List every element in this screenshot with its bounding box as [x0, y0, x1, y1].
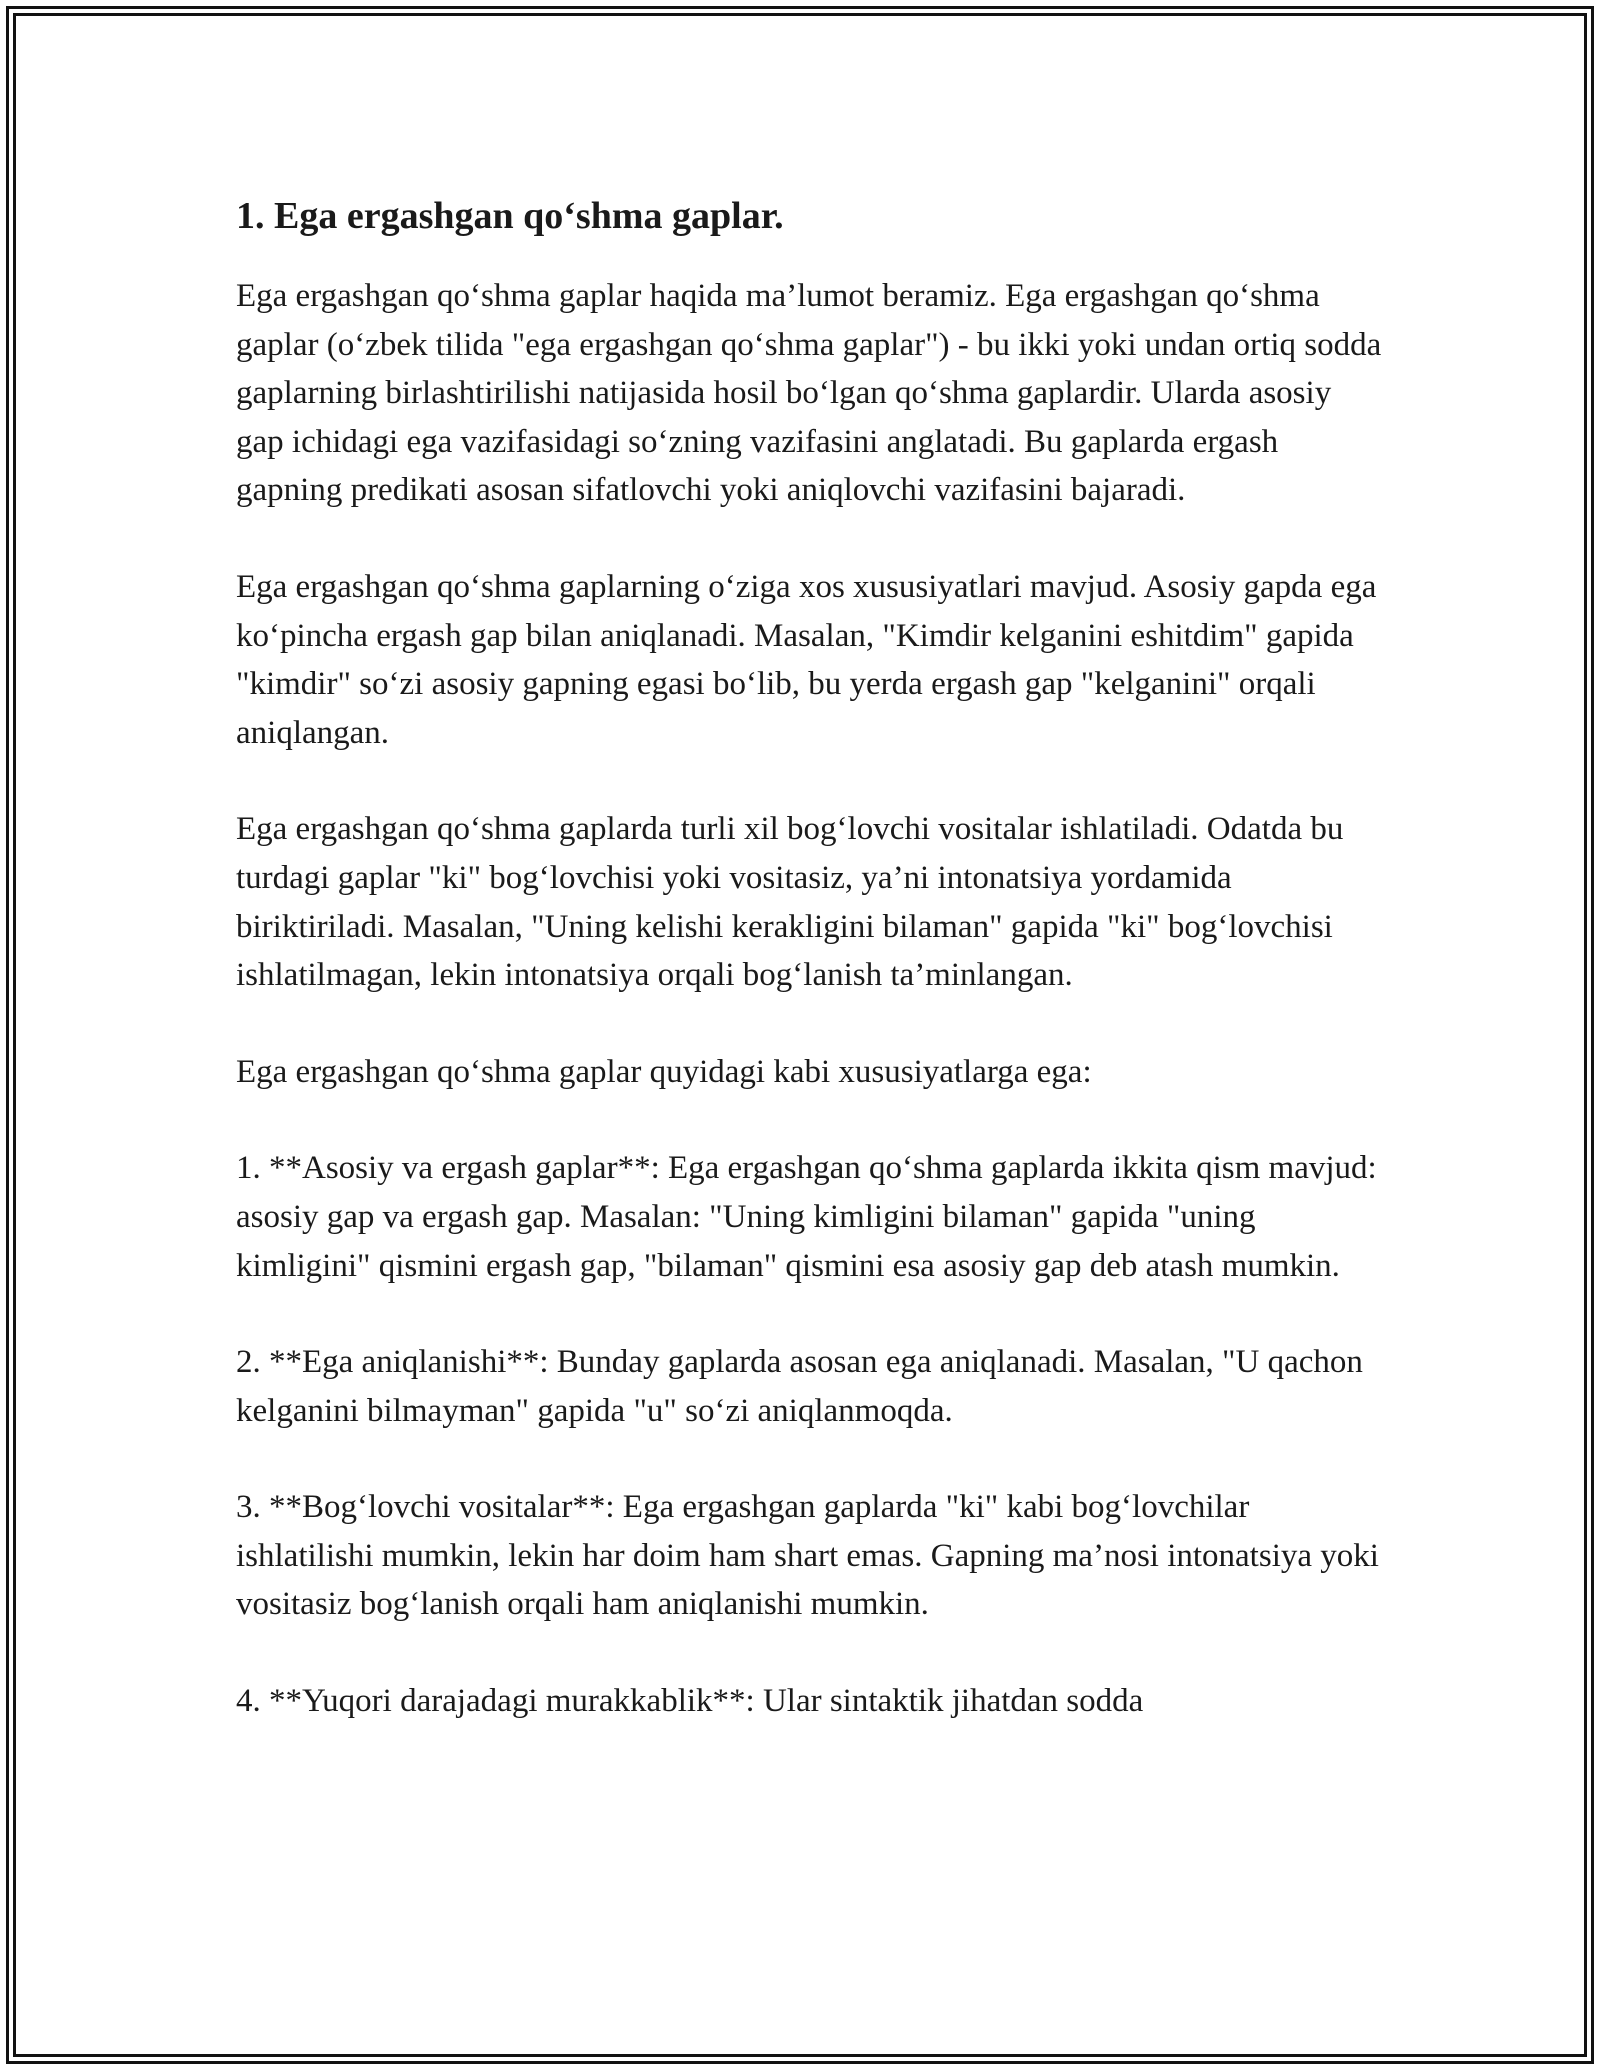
document-title: 1. Ega ergashgan qo‘shma gaplar. [236, 195, 784, 237]
paragraph-features: Ega ergashgan qo‘shma gaplarning o‘ziga xos xususiyatlari mavjud. Asosiy gapda ega ko‘pincha ergash gap bilan aniqlanadi. Masalan, "Kimdir kelganini eshitdim" gapida "kimdir" so‘zi asosiy gapning egasi bo‘lib, bu yerda ergash gap "kelganini" orqali aniqlangan. [236, 568, 1377, 751]
list-item-complexity: 4. **Yuqori darajadagi murakkablik**: Ular sintaktik jihatdan sodda [236, 1683, 1144, 1720]
list-item-subject-definition: 2. **Ega aniqlanishi**: Bunday gaplarda asosan ega aniqlanadi. Masalan, "U qachon kelganini bilmayman" gapida "u" so‘zi aniqlanmoqda. [236, 1344, 1363, 1429]
paragraph-intro: Ega ergashgan qo‘shma gaplar haqida ma’lumot beramiz. Ega ergashgan qo‘shma gaplar (o‘zbek tilida "ega ergashgan qo‘shma gaplar") - bu ikki yoki undan ortiq sodda gaplarning birlashtirilishi natijasida hosil bo‘lgan qo‘shma gaplardir. Ularda asosiy gap ichidagi ega vazifasidagi so‘zning vazifasini anglatadi. Bu gaplarda ergash gapning predikati asosan sifatlovchi yoki aniqlovchi vazifasini bajaradi. [236, 278, 1382, 509]
paragraph-list-intro: Ega ergashgan qo‘shma gaplar quyidagi kabi xususiyatlarga ega: [236, 1053, 1092, 1090]
document-body [236, 188, 1386, 1726]
list-item-connectors: 3. **Bog‘lovchi vositalar**: Ega ergashgan gaplarda "ki" kabi bog‘lovchilar ishlatilishi mumkin, lekin har doim ham shart emas. Gapning ma’nosi intonatsiya yoki vositasiz bog‘lanish orqali ham aniqlanishi mumkin. [236, 1489, 1379, 1623]
list-item-main-and-subordinate: 1. **Asosiy va ergash gaplar**: Ega ergashgan qo‘shma gaplarda ikkita qism mavjud: asosiy gap va ergash gap. Masalan: "Uning kimligini bilaman" gapida "uning kimligini" qismini ergash gap, "bilaman" qismini esa asosiy gap deb atash mumkin. [236, 1150, 1377, 1284]
paragraph-connectors: Ega ergashgan qo‘shma gaplarda turli xil bog‘lovchi vositalar ishlatiladi. Odatda bu turdagi gaplar "ki" bog‘lovchisi yoki vositasiz, ya’ni intonatsiya yordamida biriktiriladi. Masalan, "Uning kelishi kerakligini bilaman" gapida "ki" bog‘lovchisi ishlatilmagan, lekin intonatsiya orqali bog‘lanish ta’minlangan. [236, 811, 1344, 994]
